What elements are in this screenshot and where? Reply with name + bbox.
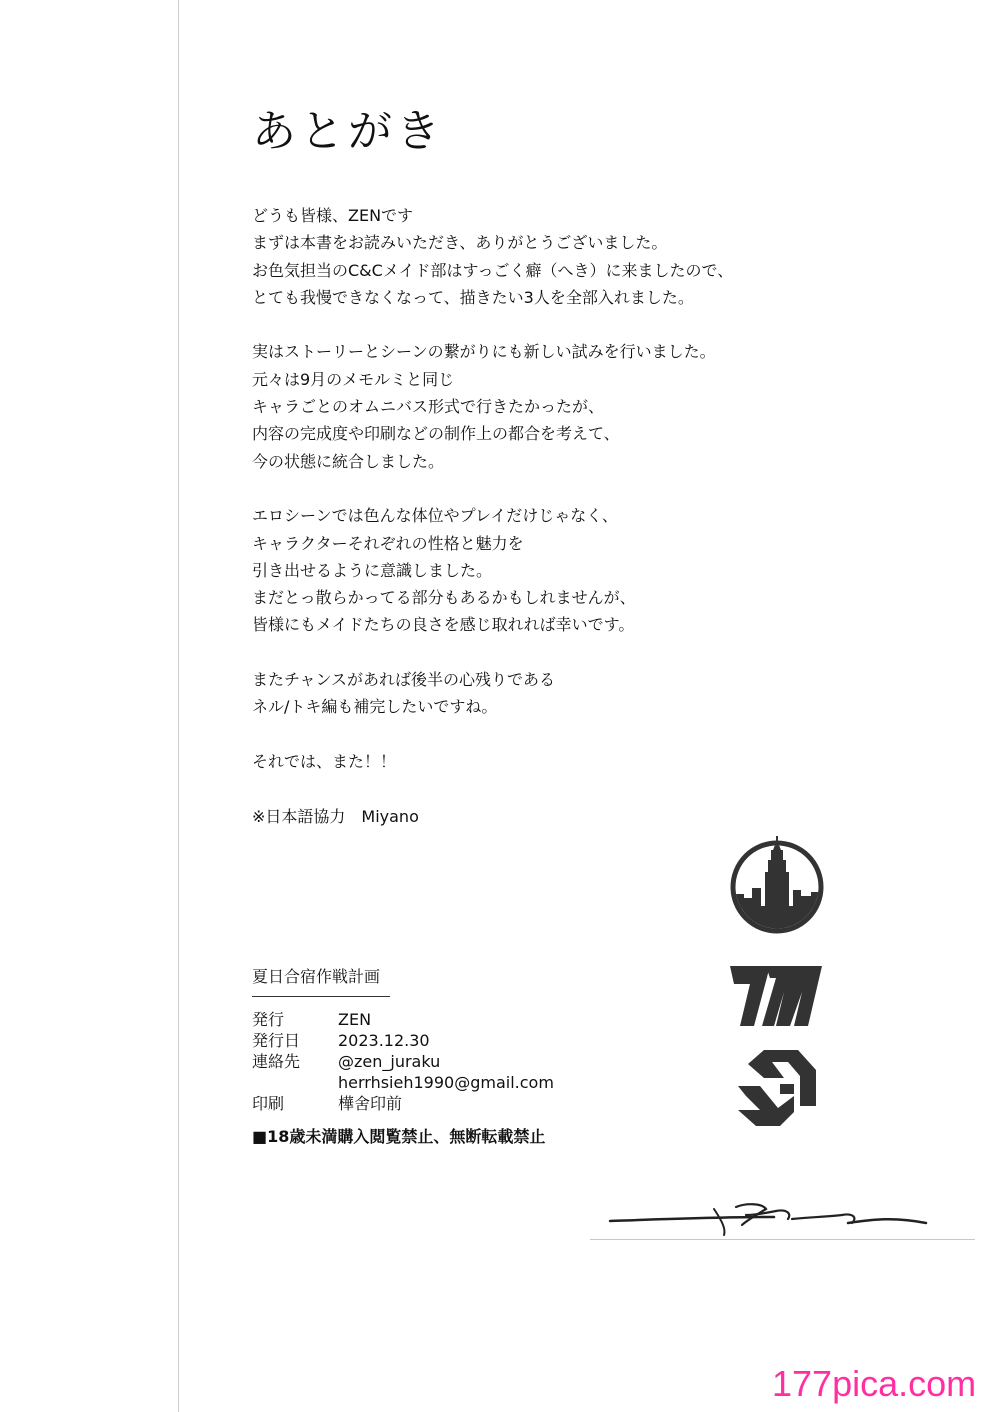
paragraph-2 bbox=[252, 338, 812, 474]
text-line: それでは、また！！ bbox=[252, 751, 397, 771]
binding-line bbox=[178, 0, 179, 1412]
text-line: とても我慢できなくなって、描きたい3人を全部入れました。 bbox=[252, 287, 694, 307]
tower-city-logo bbox=[730, 836, 824, 934]
colophon-value: 樺舍印前 bbox=[338, 1094, 403, 1113]
book-title: 夏日合宿作戦計画 bbox=[252, 967, 381, 986]
text-line: エロシーンでは色んな体位やプレイだけじゃなく、 bbox=[252, 506, 618, 526]
colophon-value: ZEN bbox=[338, 1010, 372, 1029]
paragraph-5 bbox=[252, 748, 812, 775]
colophon-key bbox=[252, 1072, 338, 1093]
afterword-body bbox=[252, 202, 812, 857]
colophon bbox=[252, 966, 632, 1148]
colophon-key: 連絡先 bbox=[252, 1052, 301, 1071]
contact-twitter: @zen_juraku bbox=[338, 1052, 441, 1071]
contact-email: herrhsieh1990@gmail.com bbox=[338, 1073, 554, 1092]
watermark: 177pica.com bbox=[772, 1363, 977, 1404]
text-line: まだとっ散らかってる部分もあるかもしれませんが、 bbox=[252, 588, 636, 608]
age-restriction-notice: ■18歳未満購入閲覧禁止、無断転載禁止 bbox=[252, 1127, 546, 1146]
paragraph-3 bbox=[252, 502, 812, 638]
signature bbox=[596, 1195, 976, 1243]
text-line: 実はストーリーとシーンの繋がりにも新しい試みを行いました。 bbox=[252, 342, 716, 362]
text-line: ※日本語協力 Miyano bbox=[252, 806, 419, 826]
page-title: あとがき bbox=[252, 106, 444, 157]
paragraph-6 bbox=[252, 803, 812, 830]
colophon-row bbox=[252, 1051, 632, 1072]
colophon-key: 発行 bbox=[252, 1010, 285, 1029]
text-line: お色気担当のC&Cメイド部はすっごく癖（へき）に来ましたので、 bbox=[252, 260, 734, 280]
sr-logo bbox=[734, 1050, 820, 1126]
title-rule bbox=[252, 996, 390, 997]
text-line: 内容の完成度や印刷などの制作上の都合を考えて、 bbox=[252, 424, 620, 444]
colophon-key: 発行日 bbox=[252, 1031, 301, 1050]
paragraph-4 bbox=[252, 666, 812, 721]
text-line: キャラクターそれぞれの性格と魅力を bbox=[252, 533, 524, 553]
colophon-value: 2023.12.30 bbox=[338, 1031, 430, 1050]
colophon-row bbox=[252, 1072, 632, 1093]
signature-rule bbox=[590, 1239, 975, 1240]
text-line: 引き出せるように意識しました。 bbox=[252, 560, 493, 580]
text-line: まずは本書をお読みいただき、ありがとうございました。 bbox=[252, 233, 668, 253]
paragraph-1 bbox=[252, 202, 812, 311]
text-line: 今の状態に統合しました。 bbox=[252, 451, 445, 471]
text-line: 皆様にもメイドたちの良さを感じ取れれば幸いです。 bbox=[252, 615, 635, 635]
colophon-row bbox=[252, 1093, 632, 1114]
text-line: またチャンスがあれば後半の心残りである bbox=[252, 670, 556, 690]
colophon-row bbox=[252, 1009, 632, 1030]
text-line: 元々は9月のメモルミと同じ bbox=[252, 369, 455, 389]
text-line: ネル/トキ編も補完したいですね。 bbox=[252, 697, 498, 717]
colophon-key: 印刷 bbox=[252, 1094, 285, 1113]
text-line: どうも皆様、ZENです bbox=[252, 206, 414, 225]
colophon-row bbox=[252, 1030, 632, 1051]
zm-logo bbox=[730, 964, 824, 1028]
text-line: キャラごとのオムニバス形式で行きたかったが、 bbox=[252, 397, 605, 417]
